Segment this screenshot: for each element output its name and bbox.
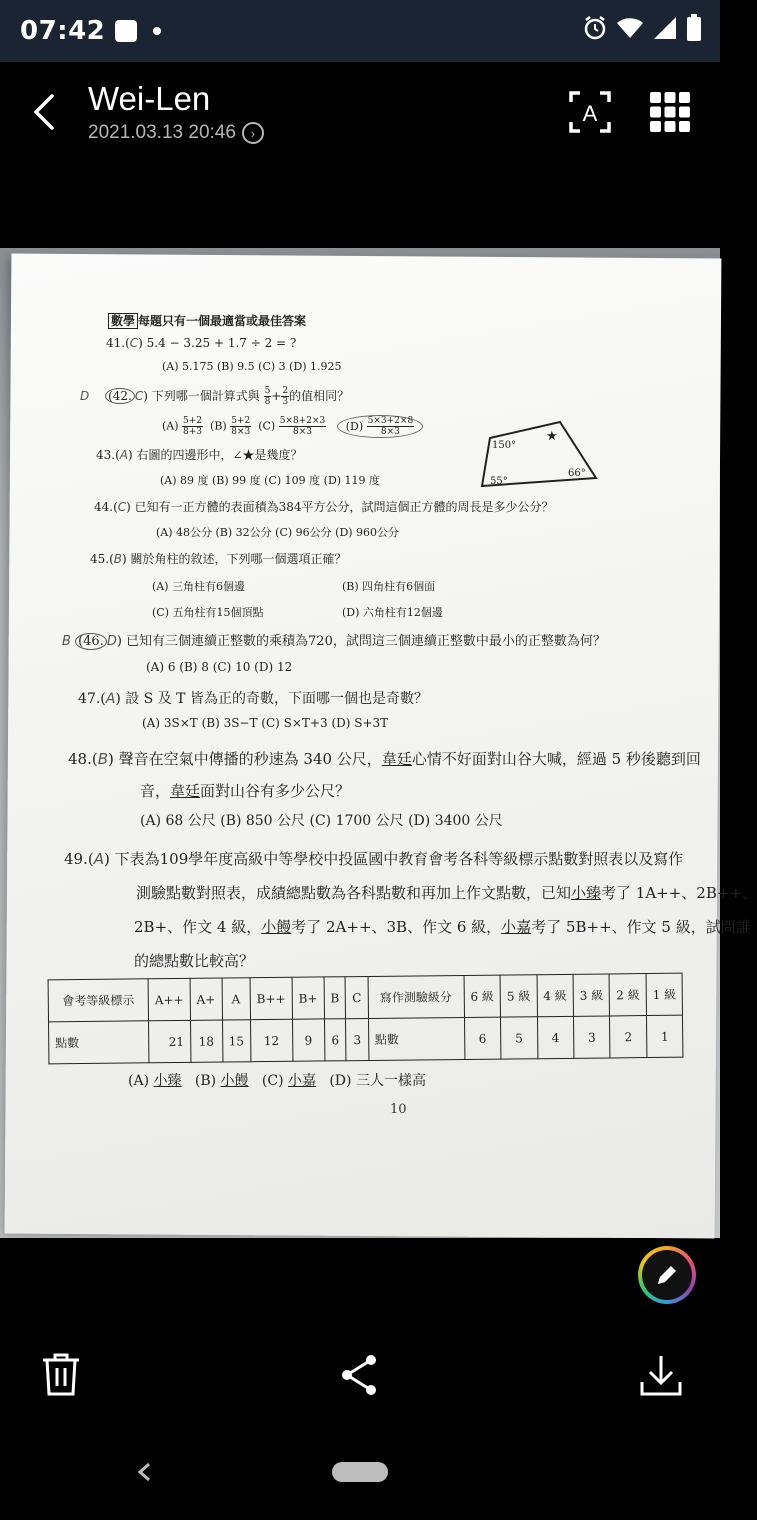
system-back-button[interactable] — [130, 1458, 158, 1486]
question-41: 41.(C) 5.4 − 3.25 + 1.7 ÷ 2 = ? — [106, 336, 297, 350]
share-icon — [338, 1352, 380, 1398]
download-button[interactable] — [638, 1352, 684, 1398]
question-47: 47.(A) 設 S 及 T 皆為正的奇數，下面哪一個也是奇數？ — [78, 691, 428, 707]
question-41-options: (A) 5.175 (B) 9.5 (C) 3 (D) 1.925 — [162, 360, 342, 373]
score-table — [48, 973, 684, 1065]
status-time: 07:42 — [20, 16, 106, 46]
figure-angle-1: 150° — [492, 440, 517, 451]
question-45-option-b: (B) 四角柱有6個面 — [342, 580, 436, 593]
grid-menu-icon — [650, 92, 690, 132]
svg-text:A: A — [582, 101, 598, 126]
battery-icon — [686, 14, 702, 42]
question-45-option-d: (D) 六角柱有12個邊 — [342, 606, 443, 619]
question-42: D (42. C) 下列哪一個計算式與 $\frac{5}{8}$ + $\frac{2}{3}$ 的值相同？ — [80, 386, 350, 407]
question-44-options: (A) 48公分 (B) 32公分 (C) 96公分 (D) 960公分 — [156, 526, 400, 539]
text-recognition-button[interactable] — [568, 90, 612, 134]
question-47-options: (A) 3S×T (B) 3S−T (C) S×T+3 (D) S+3T — [142, 716, 389, 730]
page-title: Wei-Len — [88, 80, 211, 117]
question-43: 43.(A) 右圖的四邊形中，∠★是幾度？ — [96, 448, 303, 462]
system-navigation-bar — [0, 1420, 720, 1520]
page-number: 10 — [390, 1102, 407, 1117]
status-bar — [0, 0, 720, 62]
question-49-options: (A) 小臻 (B) 小饅 (C) 小嘉 (D) 三人一樣高 — [128, 1073, 426, 1089]
quadrilateral-figure — [476, 420, 606, 492]
text-recognition-icon — [568, 90, 612, 134]
pencil-icon — [654, 1262, 680, 1288]
signal-icon — [652, 15, 678, 41]
exam-page — [0, 248, 757, 1238]
chevron-right-icon: › — [242, 122, 264, 144]
timestamp-link[interactable] — [88, 122, 264, 144]
question-46: B (46. D) 已知有三個連續正整數的乘積為720，試問這三個連續正整數中最小的正整數為何？ — [62, 634, 606, 649]
question-45-option-a: (A) 三角柱有6個邊 — [152, 580, 246, 593]
viewer-header — [0, 62, 720, 162]
more-notifications-icon — [153, 27, 161, 35]
question-49-line-1: 49.(A) 下表為109學年度高級中等學校中投區國中教育會考各科等級標示點數對照表以及寫作 — [64, 850, 684, 868]
question-45-option-c: (C) 五角柱有15個頂點 — [152, 606, 264, 619]
bottom-action-bar — [0, 1330, 720, 1420]
question-49-line-2: 測驗點數對照表，成績總點數為各科點數和再加上作文點數，已知小臻考了 1A++、2B++、 — [136, 884, 757, 902]
edit-button[interactable] — [638, 1246, 696, 1304]
wifi-icon — [616, 16, 644, 40]
download-icon — [638, 1352, 684, 1398]
trash-icon — [40, 1352, 82, 1398]
photo-view[interactable] — [0, 248, 757, 1238]
question-45: 45.(B) 關於角柱的敘述，下列哪一個選項正確？ — [90, 552, 347, 566]
question-49-line-3: 2B+、作文 4 級，小饅考了 2A++、3B、作文 6 級，小嘉考了 5B++、作文 5 級，試問誰 — [134, 918, 751, 936]
alarm-icon — [582, 15, 608, 41]
table-row: 點數 21 18 15 12 9 6 3 點數 6 5 4 3 2 1 — [49, 1015, 684, 1064]
figure-angle-3: 66° — [568, 468, 586, 479]
status-icons — [582, 14, 702, 42]
chevron-left-icon — [130, 1458, 158, 1486]
question-42-options: (A) $\frac{5+2}{8+3}$ (B) $\frac{5+2}{8\times 3}$ (C) $\frac{5\times 8+2\times 3}{8\times 3}$ (D) $\frac{5\times 3+2\times 8}{8\times 3}$ — [162, 416, 423, 437]
question-46-options: (A) 6 (B) 8 (C) 10 (D) 12 — [146, 660, 293, 674]
question-44: 44.(C) 已知有一正方體的表面積為384平方公分，試問這個正方體的周長是多少公分？ — [94, 500, 554, 514]
question-43-options: (A) 89 度 (B) 99 度 (C) 109 度 (D) 119 度 — [160, 474, 381, 487]
home-pill-button[interactable] — [332, 1462, 388, 1482]
question-48-line-1: 48.(B) 聲音在空氣中傳播的秒速為 340 公尺，韋廷心情不好面對山谷大喊，經過 5 秒後聽到回 — [68, 750, 701, 768]
star-icon: ★ — [546, 429, 558, 444]
question-48-line-2: 音，韋廷面對山谷有多少公尺？ — [140, 782, 351, 800]
table-row: 會考等級標示 A++ A+ A B++ B+ B C 寫作測驗級分 6 級 5 級 4 級 3 級 2 級 1 級 — [48, 973, 683, 1022]
back-arrow-icon — [26, 90, 66, 134]
timestamp: 2021.03.13 20:46 — [88, 122, 236, 143]
share-button[interactable] — [338, 1352, 380, 1398]
figure-angle-2: 55° — [490, 476, 508, 487]
grid-menu-button[interactable] — [650, 92, 690, 132]
delete-button[interactable] — [40, 1352, 82, 1398]
back-button[interactable] — [26, 90, 66, 134]
question-49-line-4: 的總點數比較高？ — [134, 952, 255, 970]
question-48-options: (A) 68 公尺 (B) 850 公尺 (C) 1700 公尺 (D) 3400 公尺 — [140, 813, 503, 829]
section-header: 數學 每題只有一個最適當或最佳答案 — [108, 312, 306, 329]
notification-icon — [115, 20, 137, 42]
